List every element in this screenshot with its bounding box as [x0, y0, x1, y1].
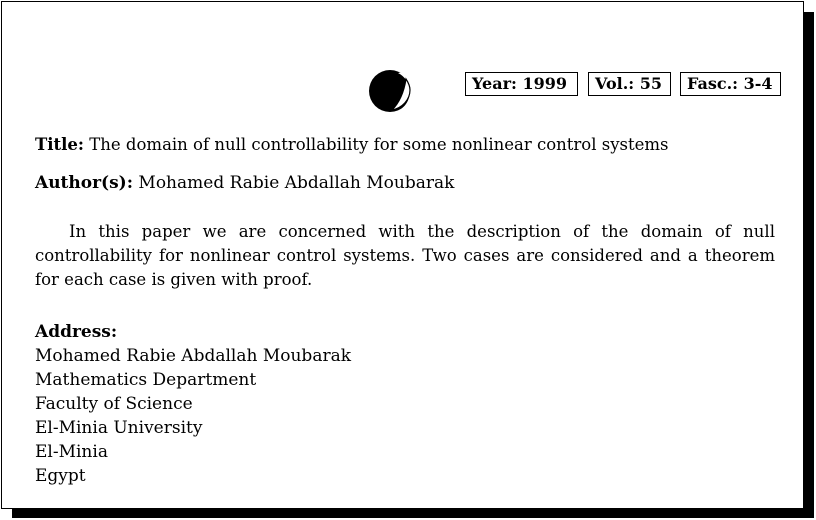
abstract: In this paper we are concerned with the description of the domain of null controllability for nonlinear control systems. Two cases are considered and a theorem for each case is given with proof.: [35, 222, 775, 289]
title-label: Title:: [35, 135, 85, 154]
crescent-moon-icon: [368, 68, 412, 114]
volume-badge: Vol.: 55: [588, 72, 671, 96]
address-line: Mohamed Rabie Abdallah Moubarak: [35, 346, 352, 366]
fascicle-badge: Fasc.: 3-4: [680, 72, 781, 96]
address-line: Faculty of Science: [35, 394, 193, 414]
address-block: [35, 320, 351, 488]
address-line: El-Minia University: [35, 418, 203, 438]
address-line: Egypt: [35, 466, 86, 486]
paper-authors: Mohamed Rabie Abdallah Moubarak: [138, 173, 455, 193]
address-label: Address:: [35, 322, 118, 342]
paper-title: The domain of null controllability for some nonlinear control systems: [89, 135, 669, 154]
year-badge: Year: 1999: [465, 72, 578, 96]
title-row: [35, 135, 669, 154]
address-line: Mathematics Department: [35, 370, 257, 390]
address-line: El-Minia: [35, 442, 108, 462]
authors-label: Author(s):: [35, 173, 133, 193]
authors-row: [35, 173, 454, 193]
paper-page: [1, 1, 804, 509]
